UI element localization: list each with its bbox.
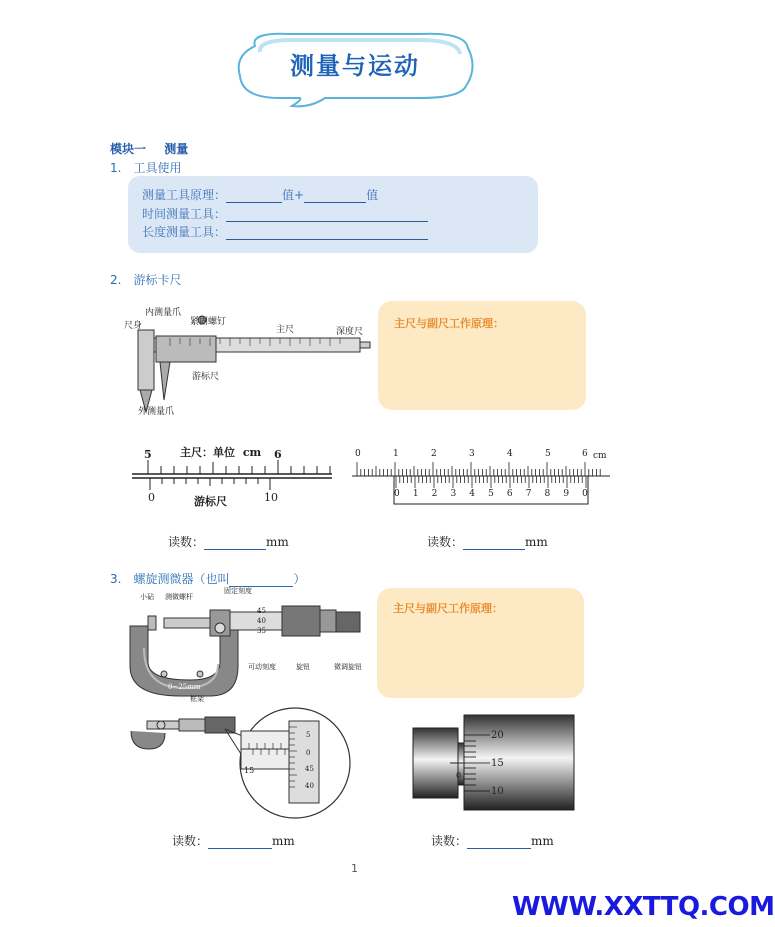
- mic-label-2: 测微螺杆: [165, 593, 193, 601]
- zoom-a0: 0: [306, 749, 311, 757]
- thimble-15: 15: [491, 758, 504, 769]
- item-caliper: 2. 游标卡尺: [110, 273, 182, 287]
- blank: [463, 537, 525, 550]
- reading-unit: mm: [531, 834, 554, 848]
- length-label: 长度测量工具：: [142, 225, 227, 239]
- label-neiceliangzhua: 内测量爪: [145, 308, 182, 318]
- module-heading: [110, 140, 188, 157]
- thimble-20: 20: [491, 730, 504, 741]
- vernier-scale-right: [350, 458, 612, 508]
- length-line: [142, 223, 428, 240]
- reading-label: 读数：: [427, 535, 464, 549]
- scale-right-top-6: 6: [582, 449, 588, 459]
- time-line: [142, 205, 428, 222]
- micrometer-prefix: 3. 螺旋测微器（也叫: [110, 572, 230, 586]
- page-title: 测量与运动: [290, 52, 420, 80]
- scale-right-unit: cm: [593, 451, 607, 461]
- bnum: 4: [469, 489, 475, 499]
- reading-1: [168, 533, 289, 550]
- bnum: 5: [488, 489, 494, 499]
- zoom-a45: 45: [305, 765, 314, 773]
- scale-right-bottom-nums: [394, 489, 588, 499]
- mic-face-1: 0.01mm: [168, 671, 197, 679]
- watermark: WWW.XXTTQ.COM: [512, 892, 775, 922]
- mic-label-6: 微调旋钮: [334, 663, 362, 671]
- label-chishen: 尺身: [124, 321, 143, 331]
- thimble-10: 10: [491, 786, 504, 797]
- zoom-a5: 5: [306, 731, 311, 739]
- bnum: 3: [450, 489, 457, 499]
- scale-right-top-0: 0: [355, 449, 361, 459]
- reading-unit: mm: [266, 535, 289, 549]
- mic-s40: 40: [257, 617, 266, 625]
- zoom-a40: 40: [305, 782, 314, 790]
- blank: [204, 537, 266, 550]
- scale-right-top-1: 1: [393, 449, 399, 459]
- scale-right-top-4: 4: [507, 449, 513, 459]
- blank: [304, 190, 366, 203]
- bnum: 7: [525, 489, 532, 499]
- bnum: 8: [544, 489, 551, 499]
- label-waiceliangzhua: 外测量爪: [138, 407, 175, 417]
- module-label: 模块一: [110, 142, 147, 156]
- bnum: 6: [506, 489, 513, 499]
- mic-label-5: 旋钮: [296, 663, 310, 671]
- time-label: 时间测量工具：: [142, 207, 227, 221]
- micrometer-suffix: ）: [293, 572, 306, 586]
- main-label: 主尺：单位: [180, 446, 235, 459]
- page-number: 1: [351, 862, 358, 875]
- reading-2: [427, 533, 548, 550]
- reading-unit: mm: [272, 834, 295, 848]
- reading-label: 读数：: [172, 834, 209, 848]
- mic-s35: 35: [257, 627, 266, 635]
- thimble-0: 0: [456, 771, 462, 780]
- blank: [226, 227, 428, 240]
- mic-label-3: 固定刻度: [224, 587, 252, 595]
- bnum: 1: [412, 489, 419, 499]
- scale-right-top-5: 5: [545, 449, 551, 459]
- scale-right-top-3: 3: [469, 449, 475, 459]
- item-tools: 1. 工具使用: [110, 161, 182, 175]
- bnum: 0: [394, 489, 400, 499]
- principle-line: [142, 186, 378, 203]
- principle-label-1: 主尺与副尺工作原理：: [394, 317, 504, 330]
- mic-label-1: 小砧: [140, 593, 154, 601]
- scale-left-v10: 10: [264, 491, 278, 504]
- blank: [226, 190, 282, 203]
- label-shenduchi: 深度尺: [336, 327, 364, 337]
- mic-s45: 45: [257, 607, 266, 615]
- reading-3: [172, 832, 295, 849]
- reading-label: 读数：: [168, 535, 205, 549]
- scale-left-vernier-label: 游标尺: [194, 495, 227, 508]
- mic-label-7: 框架: [190, 695, 204, 703]
- caliper-illustration: [120, 300, 370, 420]
- principle-label-2: 主尺与副尺工作原理：: [393, 602, 503, 615]
- blank: [208, 836, 272, 849]
- unit: cm: [242, 446, 262, 459]
- module-name: 测量: [164, 142, 189, 156]
- micrometer-illustration: [120, 596, 365, 704]
- mic-label-4: 可动刻度: [248, 663, 276, 671]
- reading-4: [431, 832, 554, 849]
- reading-unit: mm: [525, 535, 548, 549]
- blank: [226, 209, 428, 222]
- bnum: 0: [582, 489, 588, 499]
- scale-left-mainlabel: [180, 444, 261, 460]
- principle-mid: 值+: [282, 188, 305, 202]
- micrometer-zoom: [125, 703, 360, 821]
- scale-left-v0: 0: [148, 491, 155, 504]
- scale-right-top-2: 2: [431, 449, 437, 459]
- item-micrometer: [110, 570, 305, 587]
- reading-label: 读数：: [431, 834, 468, 848]
- bnum: 2: [431, 489, 438, 499]
- zoom-b15: 15: [244, 766, 255, 775]
- scale-left-6: 6: [274, 448, 282, 461]
- blank: [467, 836, 531, 849]
- principle-label: 测量工具原理：: [142, 188, 227, 202]
- principle-end: 值: [366, 188, 379, 202]
- scale-left-5: 5: [144, 448, 152, 461]
- label-jingu: 紧固螺钉: [190, 317, 227, 327]
- label-zhuchi: 主尺: [276, 325, 295, 335]
- bnum: 9: [563, 489, 570, 499]
- label-youbiaochi: 游标尺: [192, 372, 220, 382]
- mic-face-2: 0~25mm: [168, 683, 201, 691]
